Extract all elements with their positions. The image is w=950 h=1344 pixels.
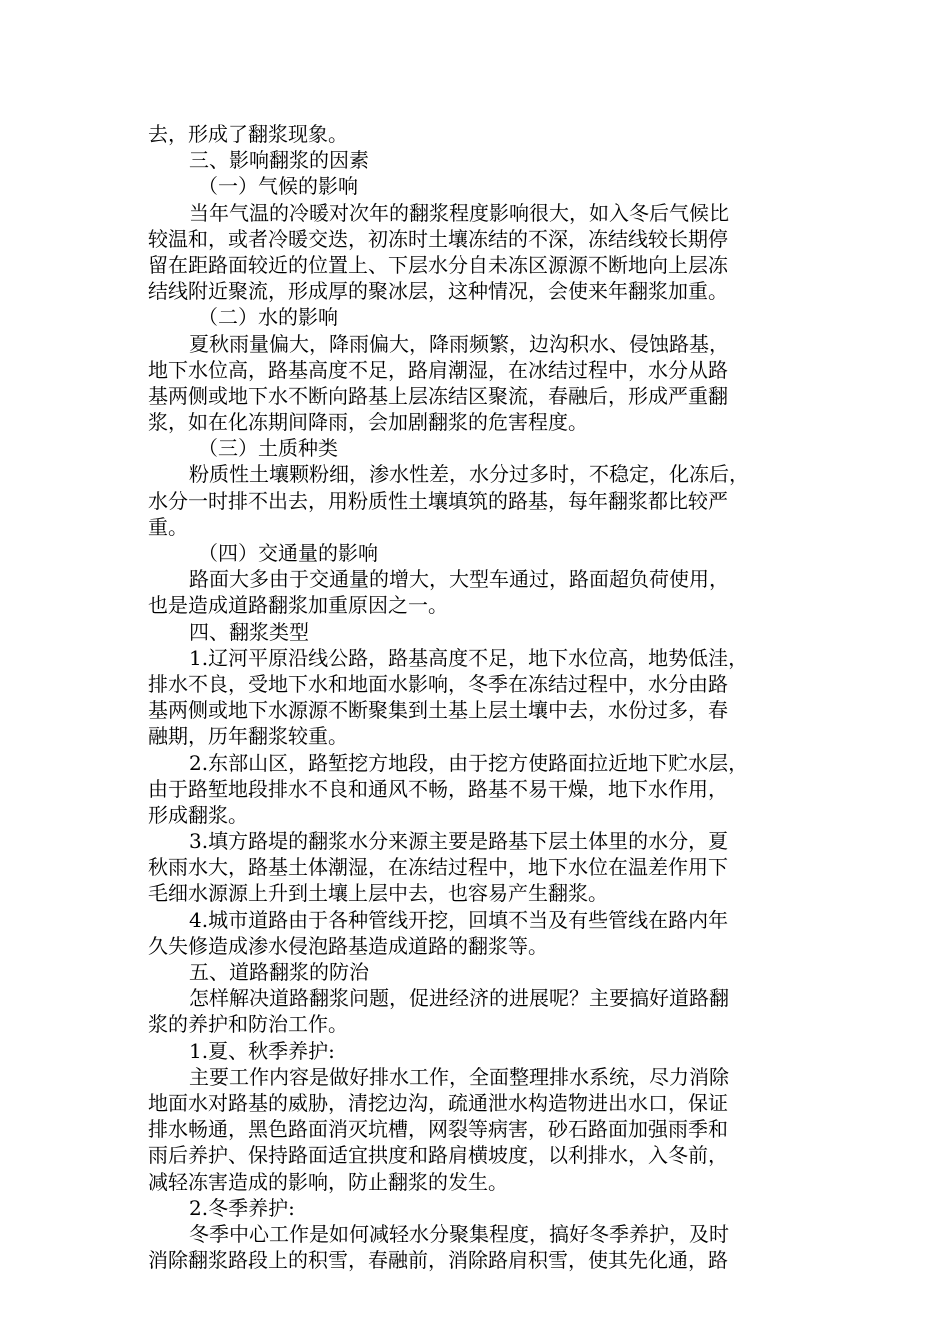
text-line: 去，形成了翻浆现象。 [148,122,348,146]
text-line: 主要工作内容是做好排水工作，全面整理排水系统，尽力消除 [189,1064,729,1089]
text-line: 三、影响翻浆的因素 [189,148,369,173]
text-line: 消除翻浆路段上的积雪，春融前，消除路肩积雪，使其先化通，路 [148,1248,728,1273]
text-line: （一）气候的影响 [198,174,358,199]
text-line: 3.填方路堤的翻浆水分来源主要是路基下层土体里的水分，夏 [189,829,729,854]
text-line: 四、翻浆类型 [189,619,309,644]
text-line: 2.东部山区，路堑挖方地段，由于挖方使路面拉近地下贮水层， [189,750,749,775]
text-line: 五、道路翻浆的防治 [189,960,369,984]
text-line: 由于路堑地段排水不良和通风不畅，路基不易干燥，地下水作用， [148,776,728,801]
text-line: 当年气温的冷暖对次年的翻浆程度影响很大，如入冬后气候比 [189,200,729,225]
text-line: 重。 [148,514,188,539]
text-line: 久失修造成渗水侵泡路基造成道路的翻浆等。 [148,933,548,958]
text-line: 减轻冻害造成的影响，防止翻浆的发生。 [148,1169,508,1194]
text-line: 地下水位高，路基高度不足，路肩潮湿，在冰结过程中，水分从路 [148,357,728,382]
text-line: 雨后养护、保持路面适宜拱度和路肩横坡度，以利排水，入冬前， [148,1143,728,1168]
text-line: 4.城市道路由于各种管线开挖，回填不当及有些管线在路内年 [189,907,729,932]
text-line: 排水畅通，黑色路面消灭坑槽，网裂等病害，砂石路面加强雨季和 [148,1117,728,1142]
text-line: 排水不良，受地下水和地面水影响，冬季在冻结过程中，水分由路 [148,671,728,696]
text-line: 怎样解决道路翻浆问题，促进经济的进展呢？主要搞好道路翻 [189,986,729,1011]
text-line: 浆，如在化冻期间降雨，会加剧翻浆的危害程度。 [148,410,588,435]
text-line: 夏秋雨量偏大，降雨偏大，降雨频繁，边沟积水、侵蚀路基， [189,331,729,356]
text-line: 地面水对路基的威胁，清挖边沟，疏通泄水构造物进出水口，保证 [148,1090,728,1115]
document-page [148,121,800,1273]
text-line: 基两侧或地下水不断向路基上层冻结区聚流，春融后，形成严重翻 [148,383,728,408]
text-line: 毛细水源源上升到土壤上层中去，也容易产生翻浆。 [148,881,608,906]
text-line: 较温和，或者冷暖交迭，初冻时土壤冻结的不深，冻结线较长期停 [148,226,728,251]
text-line: 形成翻浆。 [148,802,248,827]
text-line: 水分一时排不出去，用粉质性土壤填筑的路基，每年翻浆都比较严 [148,488,728,513]
text-line: （四）交通量的影响 [198,541,378,565]
text-line: 留在距路面较近的位置上、下层水分自未冻区源源不断地向上层冻 [148,252,728,277]
text-line: 融期，历年翻浆较重。 [148,724,348,749]
text-line: 也是造成道路翻浆加重原因之一。 [148,593,448,618]
text-line: 1.夏、秋季养护: [189,1038,335,1063]
text-line: 冬季中心工作是如何减轻水分聚集程度，搞好冬季养护，及时 [189,1221,729,1246]
text-line: 1.辽河平原沿线公路，路基高度不足，地下水位高，地势低洼， [189,645,749,670]
text-line: 基两侧或地下水源源不断聚集到土基上层土壤中去，水份过多，春 [148,698,728,723]
text-line: 浆的养护和防治工作。 [148,1012,348,1037]
text-line: 粉质性土壤颗粉细，渗水性差，水分过多时，不稳定，化冻后， [189,462,749,487]
text-line: 结线附近聚流，形成厚的聚冰层，这种情况，会使来年翻浆加重。 [148,279,728,304]
text-line: （三）土质种类 [198,436,338,461]
text-line: 2.冬季养护: [189,1195,295,1220]
text-line: 秋雨水大，路基土体潮湿，在冻结过程中，地下水位在温差作用下 [148,855,728,880]
text-line: （二）水的影响 [198,305,338,330]
text-line: 路面大多由于交通量的增大，大型车通过，路面超负荷使用， [189,567,729,592]
